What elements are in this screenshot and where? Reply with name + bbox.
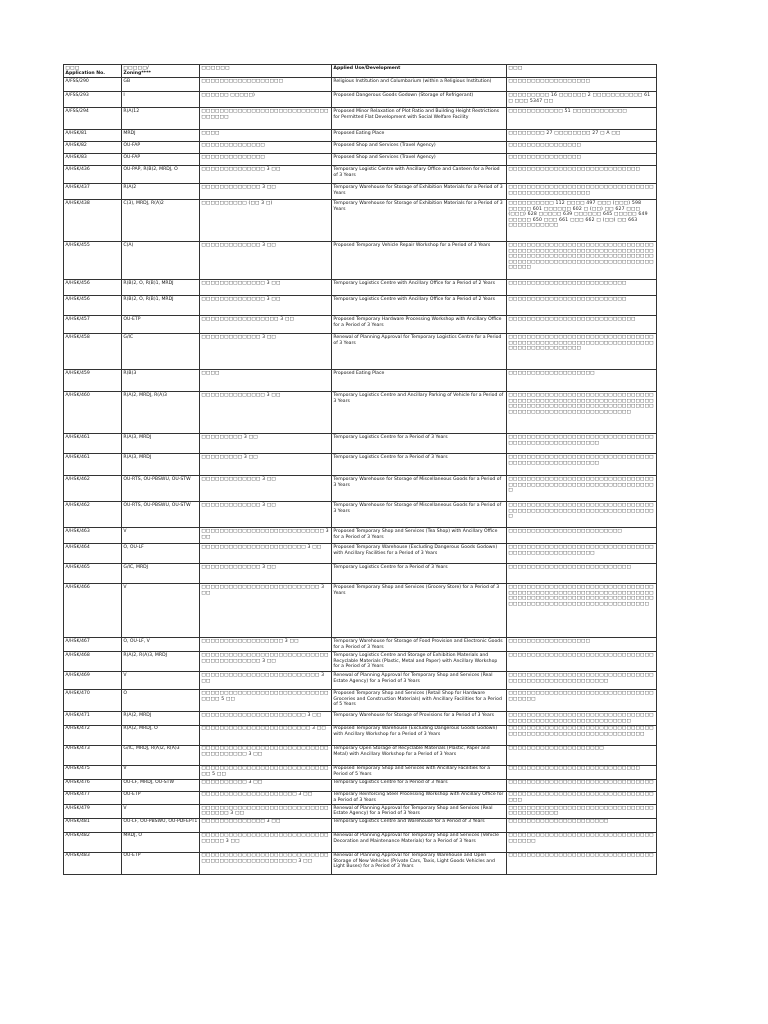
applied-use-zh-cell: □□□□□□□□□□□□□□□□□□□□□□□□□□□□□□□□□□□□□□□□□□□□□□□□□□□□□□□□□□□□□□□□□: [507, 476, 657, 502]
applied-use-cell: Temporary Reinforcing Steel Processing Workshop with Ancillary Office for a Period of 3 Years: [332, 791, 507, 804]
applied-use-zh-cell: □□□□□□□□□□□□□□□□□□□□□□□□□□□□□□□□□□□□□□□□□□□□□□□□□□□□□□: [507, 672, 657, 690]
table-row: [64, 745, 657, 765]
zoning-cell: OU-LF, OU-PBSWU, OU-PDFEPT1: [122, 818, 200, 832]
applied-use-zh-cell: □□□□□□□□□□□□□□□□□□: [507, 638, 657, 652]
applied-use-cell: Renewal of Planning Approval for Temporary Shop and Services (Real Estate Agency) for a Period of 3 Years: [332, 672, 507, 690]
table-row: [64, 791, 657, 804]
zoning-cell: R(A)3, MRDJ: [122, 434, 200, 454]
applied-use-zh-cell: □□□□□□□□□□□□□□□□□□□□□□□□□□□□□□□□□□□□□□□□□□□□□□□□□□□□□□□□□□□□□□□□□□□□□□□□□□□□□□□□□□□□□□□□□□□□□□□□□□□□□□□□□□□□□□□□□□□□□□□□□□□: [507, 392, 657, 434]
applied-use-zh-cell: □□□□□□□□□□□□□□□□□□□□□□□□□□□□□□□□□□□□□□□□□□□□□□□□□□□□□□□□□□□□□□: [507, 725, 657, 745]
application-no-cell: A/HSK/465: [64, 564, 122, 584]
table-row: [64, 528, 657, 544]
application-no-cell: A/HSK/477: [64, 791, 122, 804]
application-no-cell: A/HSK/466: [64, 584, 122, 638]
zoning-cell: R(B)3: [122, 370, 200, 392]
location-cell: □□□□□□□□□□□□□ 3 □□: [200, 184, 332, 200]
applied-use-zh-cell: □□□□□□□□□□□□□□□□□□□□□□□□□□□□□□□□: [507, 852, 657, 874]
table-row: [64, 142, 657, 154]
header-label: Applied Use/Development: [333, 65, 401, 71]
application-no-cell: A/HSK/468: [64, 652, 122, 672]
application-no-cell: A/HSK/472: [64, 725, 122, 745]
location-cell: □□□□□□□□□□□□□ 3 □□: [200, 334, 332, 370]
table-row: [64, 852, 657, 874]
zoning-cell: O, OU-LF: [122, 544, 200, 564]
applied-use-zh-cell: □□□□□□□□□□□□□□□□□□□□□□□□□□□□□□□□□□□□□□: [507, 832, 657, 852]
location-cell: □□□□□□□□□□□□□□□□□□□□□□□□□□□□□□□□□□: [200, 108, 332, 130]
applied-use-cell: Temporary Logistics Centre for a Period of 3 Years: [332, 434, 507, 454]
zoning-cell: R(A)2, MRDJ, O: [122, 725, 200, 745]
application-no-cell: A/HSK/461: [64, 434, 122, 454]
applied-use-cell: Temporary Open Storage of Recyclable Materials (Plastic, Paper and Metal) with Ancillary Workshop for a Period of 3 Years: [332, 745, 507, 765]
applied-use-cell: Proposed Temporary Warehouse (Excluding Dangerous Goods Godown) with Ancillary Workshop for a Period of 3 Years: [332, 725, 507, 745]
zoning-cell: V: [122, 765, 200, 779]
location-cell: □□□□□□□□□□□□□□ 3 □□: [200, 280, 332, 296]
applied-use-cell: Proposed Temporary Warehouse (Excluding Dangerous Goods Godown) with Ancillary Facilities for a Period of 3 Years: [332, 544, 507, 564]
table-body: [64, 78, 657, 874]
zoning-cell: V: [122, 672, 200, 690]
applied-use-zh-cell: □□□□□□□□□□□□□□□□□□□□□□□□□□□□□□□□□□□□□□: [507, 690, 657, 712]
applied-use-zh-cell: □□□□□□□□□□□□□□□□□□: [507, 78, 657, 92]
application-no-cell: A/HSK/438: [64, 200, 122, 242]
header-location: [200, 65, 332, 78]
zoning-cell: GB: [122, 78, 200, 92]
applied-use-cell: Temporary Logistic Centre with Ancillary Office and Canteen for a Period of 3 Years: [332, 166, 507, 184]
application-no-cell: A/HSK/482: [64, 832, 122, 852]
applied-use-cell: Proposed Temporary Shop and Services with Ancillary Facilities for a Period of 5 Years: [332, 765, 507, 779]
zoning-cell: G/IC, MRDJ, R(A)2, R(A)3: [122, 745, 200, 765]
application-no-cell: A/HSK/81: [64, 130, 122, 142]
application-no-cell: A/HSK/464: [64, 544, 122, 564]
application-no-cell: A/HSK/473: [64, 745, 122, 765]
applied-use-zh-cell: □□□□□□□□□□□□□□□□□□□□□□□□□□□□□□□□: [507, 652, 657, 672]
zoning-cell: C(A): [122, 242, 200, 280]
application-no-cell: A/HSK/469: [64, 672, 122, 690]
header-row: [64, 65, 657, 78]
table-row: [64, 296, 657, 316]
table-row: [64, 476, 657, 502]
location-cell: □□□□□□□□□□□□□□□□□□□□□□□□ 3 □□: [200, 725, 332, 745]
application-no-cell: A/HSK/467: [64, 638, 122, 652]
location-cell: □□□□□□□□□□□□□□□□□□□□□□□□□□□□□□□□□□□□□□ 3 □□: [200, 745, 332, 765]
header-zh-label: □□□□□/: [123, 65, 150, 71]
location-cell: □□□□□□□□□□□□□□□□□□□□□□□□□□ 3 □□: [200, 672, 332, 690]
application-no-cell: A/HSK/461: [64, 454, 122, 476]
applied-use-cell: Temporary Warehouse for Storage of Miscellaneous Goods for a Period of 3 Years: [332, 476, 507, 502]
zoning-cell: MRDJ: [122, 130, 200, 142]
table-row: [64, 779, 657, 791]
applied-use-cell: Renewal of Planning Approval for Temporary Shop and Services (Real Estate Agency) for a Period of 3 Years: [332, 805, 507, 818]
applied-use-zh-cell: □□□□□□□□□□□□□□□□□□□□□□□□□□□□□□□□□□□□□□□□□□□□□□□□□□□□: [507, 454, 657, 476]
location-cell: □□□□□□□□□□□□□□□□□□□□□□□ 3 □□: [200, 544, 332, 564]
application-no-cell: A/HSK/457: [64, 316, 122, 334]
application-no-cell: A/HSK/437: [64, 184, 122, 200]
application-no-cell: A/HSK/479: [64, 805, 122, 818]
header-zh-label: □□□: [65, 65, 80, 71]
applied-use-cell: Temporary Logistics Centre for a Period of 3 Years: [332, 454, 507, 476]
application-no-cell: A/HSK/483: [64, 852, 122, 874]
applied-use-cell: Proposed Dangerous Goods Godown (Storage of Refrigerant): [332, 92, 507, 108]
location-cell: □□□□□□□□□□□□□□: [200, 154, 332, 166]
applied-use-cell: Proposed Temporary Shop and Services (Tea Shop) with Ancillary Office for a Period of 3 Years: [332, 528, 507, 544]
zoning-cell: MRDJ, O: [122, 832, 200, 852]
application-no-cell: A/HSK/475: [64, 765, 122, 779]
applied-use-cell: Temporary Logistics Centre and Warehouse for a Period of 3 Years: [332, 818, 507, 832]
location-cell: □□□□□□□□□□□□□□ 3 □□: [200, 166, 332, 184]
applied-use-zh-cell: □□□□□□□□□□□□□□□□□□□□□□□□□□□□□□□□□□□□□□□□□□□□□□□□□□□□□□□□□□□□□□□□□□□□□□□□□□□□□□□□□□□□□□□□□□□□□□□□□□□□□□□□□□□□□□□□□□□□□□□□□□□□□□□: [507, 584, 657, 638]
table-row: [64, 584, 657, 638]
table-row: [64, 832, 657, 852]
applied-use-zh-cell: □□□□□□□□□□□□□□□□□□□□□□□□□□□□□: [507, 166, 657, 184]
location-cell: □□□□□□□□□□□□□□□□□□□□□□□□□□□□□□□□□ 3 □□: [200, 832, 332, 852]
table-row: [64, 108, 657, 130]
zoning-cell: V: [122, 528, 200, 544]
location-cell: □□□□□□□□□□□□□□ 3 □□: [200, 818, 332, 832]
table-row: [64, 166, 657, 184]
applied-use-zh-cell: □□□□□□□□□□□□□□□□□□□□□□□□□□□□□□□□□□□□□□□□□□□□□□□□□□□□□□□□□□□□□□□□□: [507, 502, 657, 528]
table-row: [64, 316, 657, 334]
application-no-cell: A/HSK/471: [64, 712, 122, 725]
table-row: [64, 200, 657, 242]
table-row: [64, 78, 657, 92]
table-row: [64, 334, 657, 370]
location-cell: □□□□□□□□□□□□□ 3 □□: [200, 242, 332, 280]
application-no-cell: A/HSK/476: [64, 779, 122, 791]
applied-use-zh-cell: □□□□□□□□□□□□□□□□□□□□□□□□□□□□□□□□□□□□□□□□□□□□□□□□□□: [507, 184, 657, 200]
table-row: [64, 434, 657, 454]
location-cell: □□□□□□ □□□□□): [200, 92, 332, 108]
zoning-cell: G/IC: [122, 334, 200, 370]
applied-use-cell: Proposed Eating Place: [332, 370, 507, 392]
applied-use-zh-cell: □□□□□□□□□ 16 □□□□□□ 2 □□□□□□□□□□□ 61 □ □□□ 5347 □□: [507, 92, 657, 108]
zoning-cell: R(B)2, O, R(B)1, MRDJ: [122, 280, 200, 296]
location-cell: □□□□□□□□□□□□□□□□□ 3 □□: [200, 316, 332, 334]
applied-use-cell: Proposed Temporary Shop and Services (Retail Shop for Hardware Groceries and Construction Materials) with Ancillary Facilities for a Period of 5 Years: [332, 690, 507, 712]
applied-use-zh-cell: □□□□□□□□□□□□□□□□□□□□□□□□□□□□□□□□□□□: [507, 791, 657, 804]
zoning-cell: V: [122, 584, 200, 638]
applied-use-zh-cell: □□□□□□□□□□□□□□□□□□□□□□□□□□□□: [507, 316, 657, 334]
table-row: [64, 818, 657, 832]
applied-use-zh-cell: □□□□□□□□□□□□□□□□□□□□□□: [507, 818, 657, 832]
location-cell: □□□□□□□□□□□□□□ 3 □□: [200, 392, 332, 434]
applied-use-zh-cell: □□□□□□□□□□□□□□□□□□□□□□□□□□: [507, 296, 657, 316]
location-cell: □□□□□□□□□□□□□□□□□□□□□□□□□□□ 3 □□: [200, 528, 332, 544]
applied-use-zh-cell: □□□□□□□□□□□□□□□□□□□□□: [507, 745, 657, 765]
location-cell: □□□□□□□□□□ 3 □□: [200, 779, 332, 791]
header-zoning: [122, 65, 200, 78]
application-no-cell: A/HSK/460: [64, 392, 122, 434]
application-no-cell: A/FSS/290: [64, 78, 122, 92]
table-row: [64, 242, 657, 280]
application-no-cell: A/FSS/293: [64, 92, 122, 108]
zoning-cell: OU-FAP: [122, 154, 200, 166]
application-no-cell: A/HSK/456: [64, 296, 122, 316]
applied-use-cell: Temporary Warehouse for Storage of Exhibition Materials for a Period of 3 Years: [332, 184, 507, 200]
applied-use-zh-cell: □□□□□□□□□□□□□□□□□□□□□□□□□□: [507, 280, 657, 296]
table-row: [64, 805, 657, 818]
application-no-cell: A/FSS/294: [64, 108, 122, 130]
location-cell: □□□□□□□□□□□□□□□□□□□□□ 3 □□: [200, 791, 332, 804]
location-cell: □□□□□□□□□□ (□□ 3 □): [200, 200, 332, 242]
applied-use-cell: Renewal of Planning Approval for Temporary Shop and Services (Vehicle Decoration and Maintenance Materials) for a Period of 3 Years: [332, 832, 507, 852]
zoning-cell: C(3), MRDJ, R(A)2: [122, 200, 200, 242]
table-row: [64, 92, 657, 108]
applied-use-zh-cell: □□□□□□□□□□□□ 51 □□□□□□□□□□□□: [507, 108, 657, 130]
zoning-cell: O, OU-LF, V: [122, 638, 200, 652]
table-row: [64, 130, 657, 142]
table-row: [64, 564, 657, 584]
header-label: Zoning****: [123, 71, 151, 77]
location-cell: □□□□□□□□□□□□□□ 3 □□: [200, 296, 332, 316]
zoning-cell: R(B)2, O, R(B)1, MRDJ: [122, 296, 200, 316]
location-cell: □□□□□□□□□ 3 □□: [200, 434, 332, 454]
location-cell: □□□□□□□□□□□□□□□□□□□□□□□□□□□□□□□□□□□□□□□□□ 3 □□: [200, 652, 332, 672]
applied-use-zh-cell: □□□□□□□□□□□□□□□□□□□□□□□□□□□□□□□□: [507, 779, 657, 791]
applied-use-zh-cell: □□□□□□□□□□□□□□□□□□□□□□□□□□□□□□□□□□□□□□□□□□□□□□□□□□□□□□□□□□□□□□□□□□□□□□□□□□□□□□□□: [507, 334, 657, 370]
applied-use-cell: Temporary Logistics Centre with Ancillary Office for a Period of 2 Years: [332, 296, 507, 316]
applied-use-cell: Temporary Logistics Centre for a Period of 3 Years: [332, 564, 507, 584]
table-row: [64, 184, 657, 200]
applied-use-cell: Renewal of Planning Approval for Temporary Logistics Centre for a Period of 3 Years: [332, 334, 507, 370]
table-row: [64, 690, 657, 712]
header-applied-use: [332, 65, 507, 78]
application-no-cell: A/HSK/82: [64, 142, 122, 154]
table-row: [64, 392, 657, 434]
applied-use-zh-cell: □□□□□□□□□□□□□□□□□□□□□□□□□: [507, 528, 657, 544]
location-cell: □□□□□□□□□□□□□□□□□□□□□□□□□□□□□□□□□□□□□□□□□□□□□□□□□ 3 □□: [200, 852, 332, 874]
applied-use-cell: Temporary Warehouse for Storage of Exhibition Materials for a Period of 3 Years: [332, 200, 507, 242]
application-no-cell: A/HSK/463: [64, 528, 122, 544]
location-cell: □□□□: [200, 370, 332, 392]
location-cell: □□□□□□□□□□□□□□□□□□□□□□□□□□□□□□ 5 □□: [200, 765, 332, 779]
zoning-cell: R(A)2, MRDJ, R(A)3: [122, 392, 200, 434]
table-row: [64, 544, 657, 564]
zoning-cell: R(A)2, MRDJ: [122, 712, 200, 725]
applied-use-zh-cell: □□□□□□□□ 27 □□□□□□□□ 27 □ A □□: [507, 130, 657, 142]
table-header: [64, 65, 657, 78]
zoning-cell: OU-PAP, R(B)2, MRDJ, O: [122, 166, 200, 184]
zoning-cell: OU-ETP: [122, 316, 200, 334]
zoning-cell: I: [122, 92, 200, 108]
applied-use-zh-cell: □□□□□□□□□□□□□□□□□□□□□□□□□□□□□: [507, 765, 657, 779]
application-no-cell: A/HSK/436: [64, 166, 122, 184]
applied-use-zh-cell: □□□□□□□□□□□□□□□□□□□□□□□□□□□□□□□□□□□□□□□□□□□□□□□□□□□□□□□□□□□□□□□□□□□□□□□□□□□□□□□□□□□□□□□□□□□□□□□□□□□□□□□□□□□□□□□□□□□□□□□□□□□□□□□□□□□□□: [507, 242, 657, 280]
application-no-cell: A/HSK/470: [64, 690, 122, 712]
applied-use-cell: Temporary Warehouse for Storage of Miscellaneous Goods for a Period of 3 Years: [332, 502, 507, 528]
location-cell: □□□□□□□□□□□□□□□□□□□□□□□□□□□□□□□□□□ 3 □□: [200, 805, 332, 818]
application-no-cell: A/HSK/458: [64, 334, 122, 370]
zoning-cell: OU-RTS, OU-PBSWU, OU-STW: [122, 502, 200, 528]
applied-use-zh-cell: □□□□□□□□□□ 112 □□□□ 497 □□□ (□□□) 598 □□□□□ 601 □□□□□□ 602 □ (□□) □□ 627 □□□ (□□□) 628 □□□□□ 639 □□□□□□ 645 □□□□□ 649 □□□□□ 650 □□□ 661 □□□ 662 □ (□□) □□ 663 □□□□□□□□□□□: [507, 200, 657, 242]
table-row: [64, 765, 657, 779]
zoning-cell: O: [122, 690, 200, 712]
document-page: [63, 64, 656, 875]
zoning-cell: OU-FAP: [122, 142, 200, 154]
applied-use-cell: Temporary Logistics Centre and Storage of Exhibition Materials and Recyclable Materials (Plastic, Metal and Paper) with Ancillary Workshop for a Period of 3 Years: [332, 652, 507, 672]
zoning-cell: OU-LF, MRDJ, OU-STW: [122, 779, 200, 791]
applied-use-cell: Proposed Shop and Services (Travel Agency): [332, 142, 507, 154]
applied-use-cell: Religious Institution and Columbarium (within a Religious Institution): [332, 78, 507, 92]
applied-use-zh-cell: □□□□□□□□□□□□□□□□□□□□□□□□□□□□□□□□□□□□□□□□□□□: [507, 805, 657, 818]
application-no-cell: A/HSK/459: [64, 370, 122, 392]
applied-use-cell: Proposed Minor Relaxation of Plot Ratio and Building Height Restrictions for Permitted Flat Development with Social Welfare Facility: [332, 108, 507, 130]
table-row: [64, 454, 657, 476]
location-cell: □□□□: [200, 130, 332, 142]
applied-use-zh-cell: □□□□□□□□□□□□□□□□: [507, 142, 657, 154]
header-application-no: [64, 65, 122, 78]
location-cell: □□□□□□□□□□□□□□□□□□□□□□□ 3 □□: [200, 712, 332, 725]
application-no-cell: A/HSK/462: [64, 502, 122, 528]
applied-use-cell: Temporary Logistics Centre for a Period of 3 Years: [332, 779, 507, 791]
application-no-cell: A/HSK/456: [64, 280, 122, 296]
applied-use-cell: Renewal of Planning Approval for Temporary Warehouse and Open Storage of New Vehicles (Private Cars, Taxis, Light Goods Vehicles and Light Buses) for a Period of 3 Years: [332, 852, 507, 874]
table-row: [64, 154, 657, 166]
applied-use-zh-cell: □□□□□□□□□□□□□□□□□□□□□□□□□□□□□□□□□□□□□□□□□□□□□□□□□□□□: [507, 434, 657, 454]
zoning-cell: V: [122, 805, 200, 818]
zoning-cell: R(A)2, R(A)3, MRDJ: [122, 652, 200, 672]
application-no-cell: A/HSK/455: [64, 242, 122, 280]
table-row: [64, 280, 657, 296]
applied-use-cell: Proposed Temporary Hardware Processing Workshop with Ancillary Office for a Period of 3 Years: [332, 316, 507, 334]
location-cell: □□□□□□□□□□□□□ 3 □□: [200, 502, 332, 528]
applied-use-cell: Proposed Temporary Vehicle Repair Workshop for a Period of 3 Years: [332, 242, 507, 280]
applied-use-cell: Proposed Eating Place: [332, 130, 507, 142]
zoning-cell: G/IC, MRDJ: [122, 564, 200, 584]
location-cell: □□□□□□□□□ 3 □□: [200, 454, 332, 476]
location-cell: □□□□□□□□□□□□□ 3 □□: [200, 476, 332, 502]
location-cell: □□□□□□□□□□□□□□□□□□ 3 □□: [200, 638, 332, 652]
zoning-cell: R(A)2: [122, 184, 200, 200]
application-no-cell: A/HSK/481: [64, 818, 122, 832]
header-zh-label: □□□: [508, 65, 523, 71]
application-no-cell: A/HSK/462: [64, 476, 122, 502]
location-cell: □□□□□□□□□□□□□ 3 □□: [200, 564, 332, 584]
table-row: [64, 370, 657, 392]
header-applied-use-zh: [507, 65, 657, 78]
table-row: [64, 712, 657, 725]
header-zh-label: □□□□□□: [201, 65, 230, 71]
table-row: [64, 672, 657, 690]
table-row: [64, 502, 657, 528]
location-cell: □□□□□□□□□□□□□□: [200, 142, 332, 154]
applied-use-cell: Temporary Logistics Centre and Ancillary Parking of Vehicle for a Period of 3 Years: [332, 392, 507, 434]
zoning-cell: R(A)3, MRDJ: [122, 454, 200, 476]
table-row: [64, 638, 657, 652]
table-row: [64, 725, 657, 745]
application-no-cell: A/HSK/83: [64, 154, 122, 166]
applied-use-zh-cell: □□□□□□□□□□□□□□□□□□□□□□□□□□□: [507, 564, 657, 584]
table-row: [64, 652, 657, 672]
applied-use-cell: Temporary Warehouse for Storage of Food Provision and Electronic Goods for a Period of 3 Years: [332, 638, 507, 652]
applications-table: [63, 64, 657, 875]
applied-use-zh-cell: □□□□□□□□□□□□□□□□□□□□□□□□□□□□□□□□□□□□□□□□□□□□□□□□□□□□□□□□□□□: [507, 712, 657, 725]
applied-use-cell: Temporary Logistics Centre with Ancillary Office for a Period of 2 Years: [332, 280, 507, 296]
header-label: Application No.: [65, 71, 106, 77]
applied-use-cell: Proposed Shop and Services (Travel Agency): [332, 154, 507, 166]
zoning-cell: OU-RTS, OU-PBSWU, OU-STW: [122, 476, 200, 502]
zoning-cell: R(A)12: [122, 108, 200, 130]
applied-use-cell: Temporary Warehouse for Storage of Provisions for a Period of 3 Years: [332, 712, 507, 725]
location-cell: □□□□□□□□□□□□□□□□□□□□□□□□□□ 3 □□: [200, 584, 332, 638]
applied-use-zh-cell: □□□□□□□□□□□□□□□□: [507, 154, 657, 166]
applied-use-zh-cell: □□□□□□□□□□□□□□□□□□□□□□□□□□□□□□□□□□□□□□□□□□□□□□□□□□□: [507, 544, 657, 564]
applied-use-cell: Proposed Temporary Shop and Services (Grocery Store) for a Period of 3 Years: [332, 584, 507, 638]
location-cell: □□□□□□□□□□□□□□□□□□□□□□□□□□□□□□□□ 5 □□: [200, 690, 332, 712]
location-cell: □□□□□□□□□□□□□□□□□□: [200, 78, 332, 92]
zoning-cell: OU-ETP: [122, 852, 200, 874]
applied-use-zh-cell: □□□□□□□□□□□□□□□□□□□: [507, 370, 657, 392]
zoning-cell: OU-ETP: [122, 791, 200, 804]
